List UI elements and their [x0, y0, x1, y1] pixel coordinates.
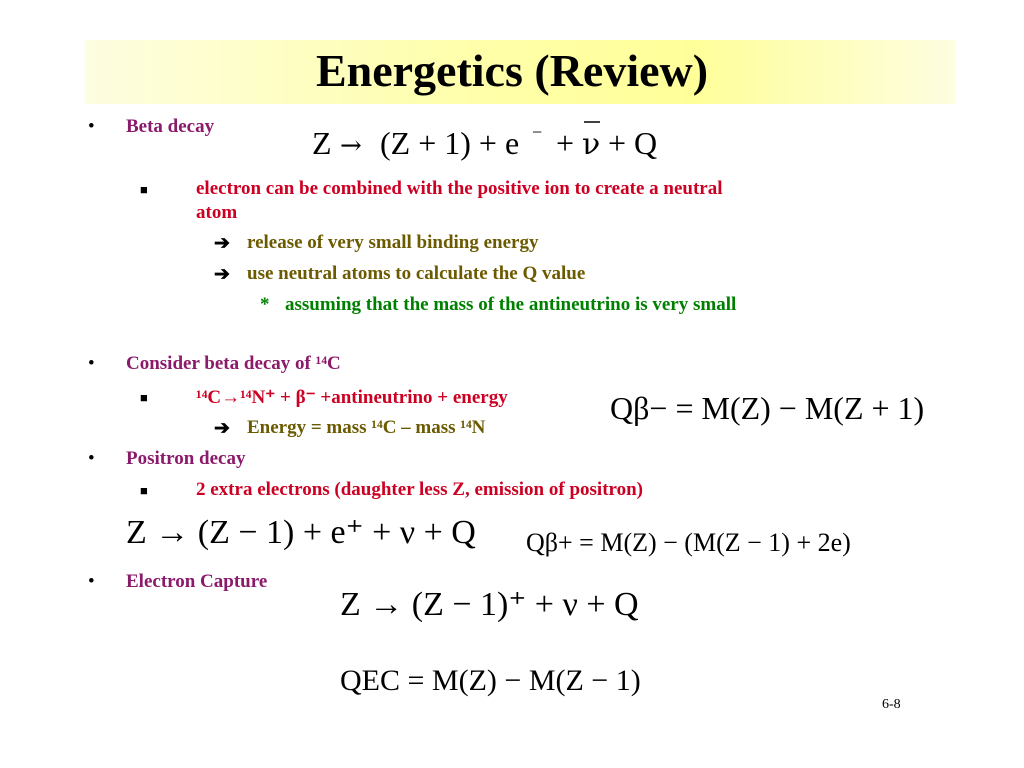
square-bullet: ■	[140, 483, 148, 498]
positron-label: Positron decay	[126, 448, 246, 469]
beta-decay-label: Beta decay	[126, 116, 215, 137]
positron-equation: Z → (Z − 1) + e⁺ + ν + Q	[126, 514, 476, 551]
carbon-label: Consider beta decay of ¹⁴C	[126, 353, 341, 374]
beta-eq-minus: −	[532, 122, 543, 142]
positron-note: 2 extra electrons (daughter less Z, emission of positron)	[196, 479, 644, 500]
square-bullet: ■	[140, 182, 148, 197]
arrow-icon: ➔	[214, 418, 230, 439]
beta-eq-nu: ν	[582, 127, 601, 162]
bullet-dot: •	[88, 116, 95, 137]
beta-eq-z: Z	[312, 125, 332, 161]
square-bullet: ■	[140, 390, 148, 405]
beta-eq-body: (Z + 1) + e	[380, 125, 520, 161]
bullet-dot: •	[88, 448, 95, 469]
beta-arrow-note-1: release of very small binding energy	[247, 232, 539, 253]
arrow-icon: ➔	[214, 264, 230, 285]
capture-label: Electron Capture	[126, 571, 268, 592]
beta-note-line2: atom	[196, 202, 238, 223]
beta-eq-plus2: + Q	[608, 125, 658, 161]
carbon-energy: Energy = mass ¹⁴C – mass ¹⁴N	[247, 417, 486, 438]
beta-equation	[300, 108, 700, 168]
page-number: 6-8	[882, 697, 901, 712]
q-beta-minus-equation: Qβ− = M(Z) − M(Z + 1)	[610, 390, 925, 426]
q-beta-plus-equation: Qβ+ = M(Z) − (M(Z − 1) + 2e)	[526, 528, 851, 557]
beta-eq-plus1: +	[556, 125, 575, 161]
beta-note-line1: electron can be combined with the positive ion to create a neutral	[196, 178, 723, 199]
beta-arrow-note-2: use neutral atoms to calculate the Q value	[247, 263, 586, 284]
slide-title: Energetics (Review)	[315, 45, 709, 96]
beta-star-note: assuming that the mass of the antineutrino is very small	[285, 294, 737, 315]
q-ec-equation: QEC = M(Z) − M(Z − 1)	[340, 664, 641, 697]
carbon-reaction: ¹⁴C→¹⁴N⁺ + β⁻ +antineutrino + energy	[196, 387, 508, 408]
beta-eq-arrow: →	[340, 131, 362, 161]
bullet-dot: •	[88, 571, 95, 592]
capture-equation: Z → (Z − 1)⁺ + ν + Q	[340, 586, 639, 623]
star-bullet: *	[260, 294, 270, 315]
bullet-dot: •	[88, 353, 95, 374]
arrow-icon: ➔	[214, 233, 230, 254]
